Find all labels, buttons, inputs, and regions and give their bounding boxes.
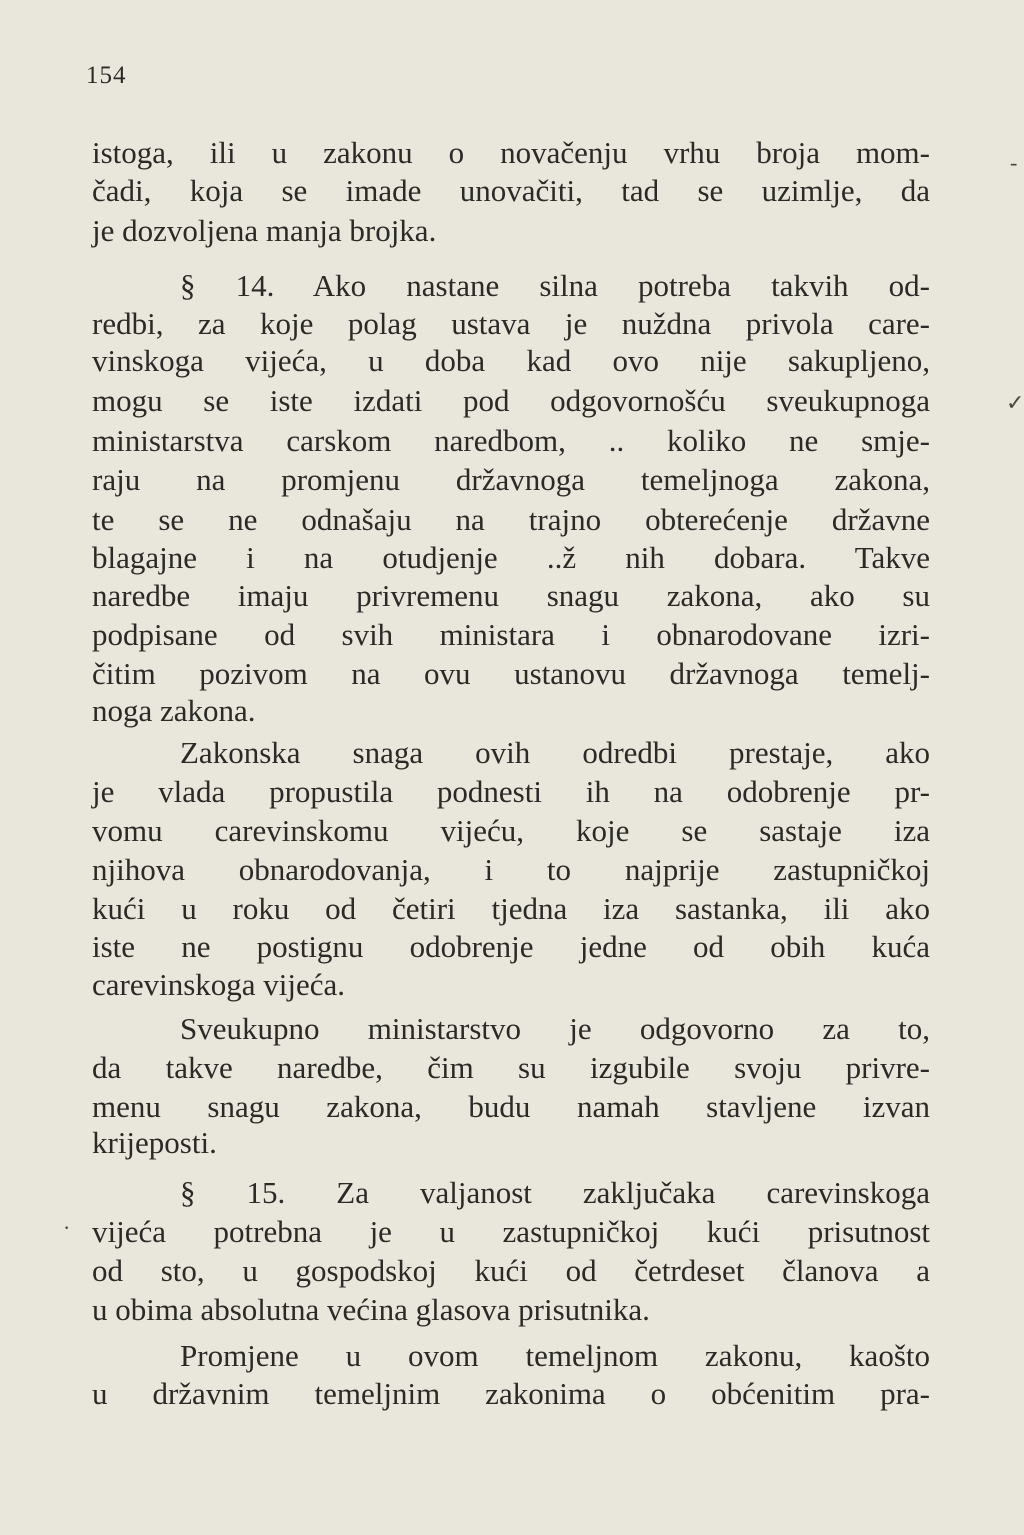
text-line: mogu se iste izdati pod odgovornošću sveukupnoga	[92, 383, 930, 418]
text-line: vomu carevinskomu vijeću, koje se sastaje iza	[92, 813, 930, 848]
margin-dot-mark: ·	[63, 1215, 71, 1240]
text-line: je dozvoljena manja brojka.	[92, 213, 437, 248]
text-line: od sto, u gospodskoj kući od četrdeset članova a	[92, 1253, 930, 1288]
text-line: vijeća potrebna je u zastupničkoj kući prisutnost	[92, 1214, 930, 1249]
text-line: te se ne odnašaju na trajno obterećenje državne	[92, 502, 930, 537]
margin-dash-mark: ‐	[1010, 150, 1018, 175]
text-line: kući u roku od četiri tjedna iza sastanka, ili ako	[92, 891, 930, 926]
text-line: u državnim temeljnim zakonima o obćenitim pra-	[92, 1376, 930, 1411]
text-line: podpisane od svih ministara i obnarodovane izri-	[92, 617, 930, 652]
text-line: raju na promjenu državnoga temeljnoga zakona,	[92, 462, 930, 497]
text-line: § 14. Ako nastane silna potreba takvih od-	[180, 268, 930, 303]
text-line: njihova obnarodovanja, i to najprije zastupničkoj	[92, 852, 930, 887]
text-line: da takve naredbe, čim su izgubile svoju privre-	[92, 1050, 930, 1085]
text-line: Zakonska snaga ovih odredbi prestaje, ako	[180, 735, 930, 770]
text-line: menu snagu zakona, budu namah stavljene izvan	[92, 1089, 930, 1124]
text-line: iste ne postignu odobrenje jedne od obih kuća	[92, 929, 930, 964]
text-line: § 15. Za valjanost zaključaka carevinskoga	[180, 1175, 930, 1210]
text-line: vinskoga vijeća, u doba kad ovo nije sakupljeno,	[92, 343, 930, 378]
text-line: je vlada propustila podnesti ih na odobrenje pr-	[92, 774, 930, 809]
text-line: istoga, ili u zakonu o novačenju vrhu broja mom-	[92, 135, 930, 170]
text-line: Sveukupno ministarstvo je odgovorno za to,	[180, 1011, 930, 1046]
text-line: noga zakona.	[92, 693, 256, 728]
page-number: 154	[86, 62, 127, 89]
text-line: carevinskoga vijeća.	[92, 967, 346, 1002]
text-line: čitim pozivom na ovu ustanovu državnoga temelj-	[92, 656, 930, 691]
text-line: redbi, za koje polag ustava je nuždna privola care-	[92, 306, 930, 341]
text-line: blagajne i na otudjenje ..ž nih dobara. Takve	[92, 540, 930, 575]
text-line: naredbe imaju privremenu snagu zakona, ako su	[92, 578, 930, 613]
text-line: krijeposti.	[92, 1125, 217, 1160]
text-line: u obima absolutna većina glasova prisutnika.	[92, 1292, 650, 1327]
margin-check-mark: ✓	[1006, 390, 1024, 415]
text-line: ministarstva carskom naredbom, .. koliko ne smje-	[92, 423, 930, 458]
text-line: Promjene u ovom temeljnom zakonu, kaošto	[180, 1338, 930, 1373]
text-line: čadi, koja se imade unovačiti, tad se uzimlje, da	[92, 173, 930, 208]
